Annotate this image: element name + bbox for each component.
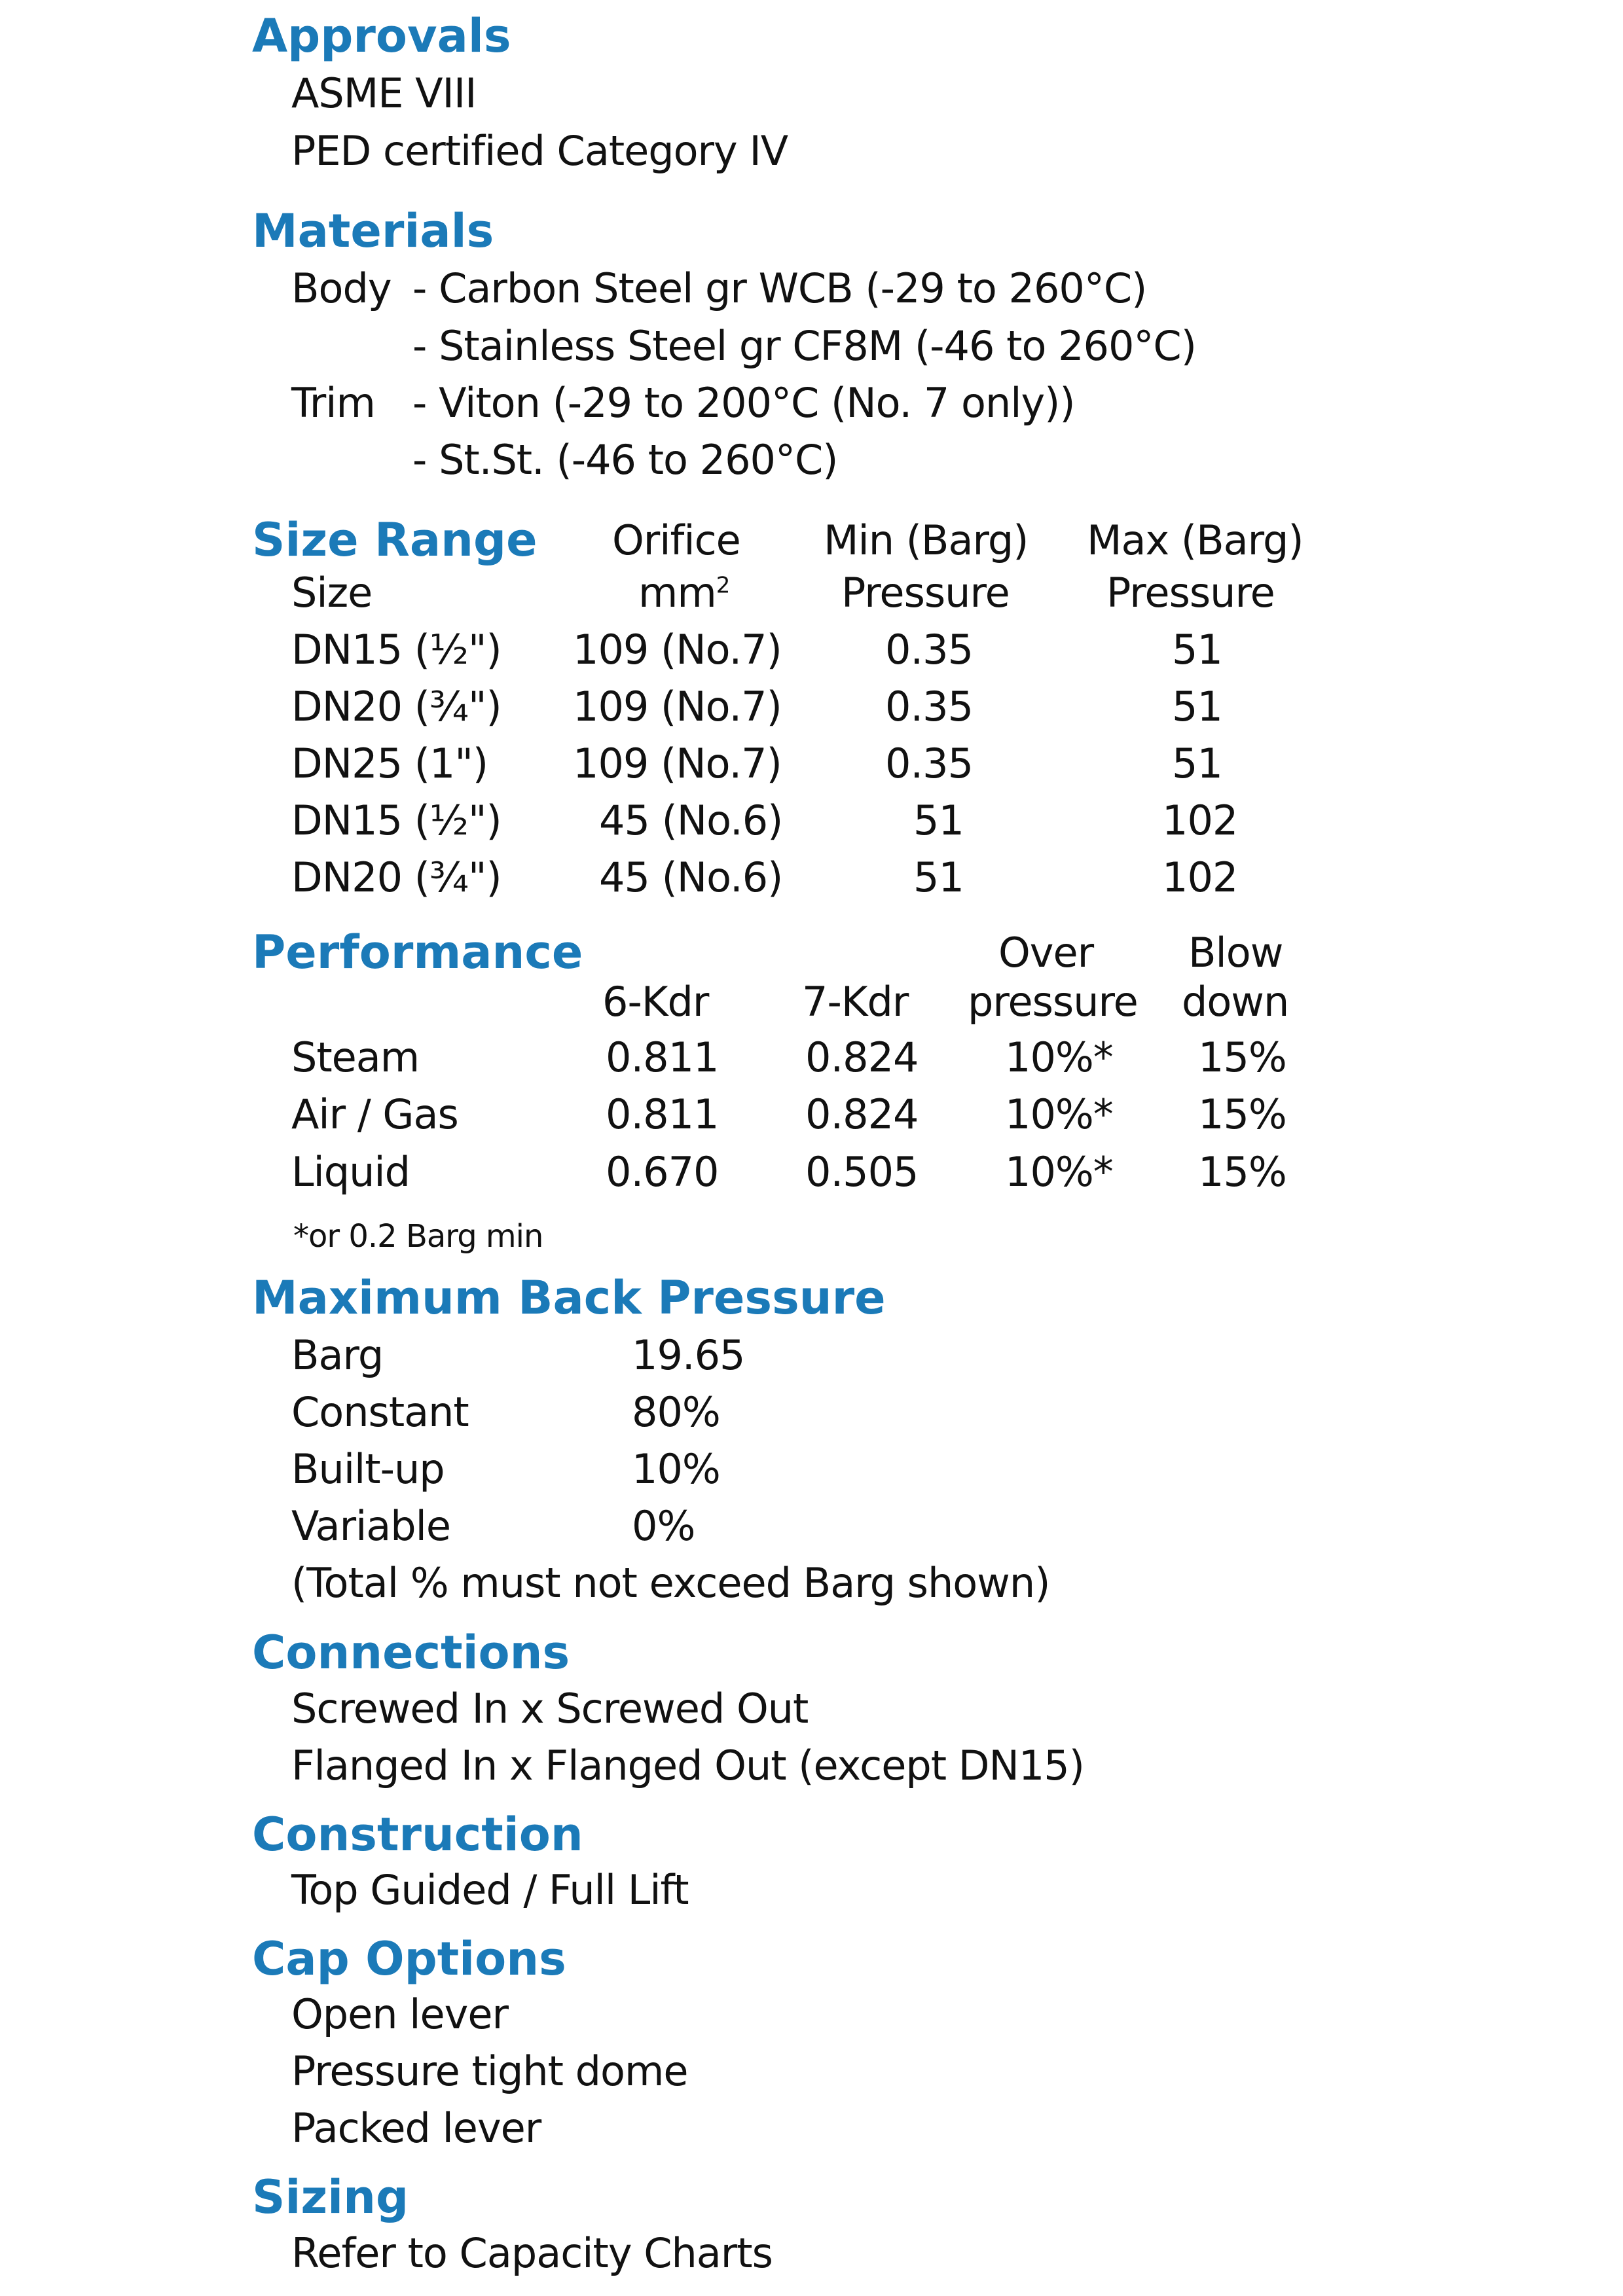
max-pressure-cell: 102	[1162, 853, 1238, 901]
materials-trim-item: - St.St. (-46 to 260°C)	[412, 436, 838, 484]
medium-cell: Liquid	[291, 1148, 410, 1196]
perf-col-overpressure: pressure	[968, 978, 1138, 1026]
orifice-cell: 45 (No.6)	[599, 797, 783, 844]
size-col-orifice-unit: $mm^2$	[638, 569, 730, 617]
blowdown-cell: 15%	[1198, 1033, 1286, 1081]
perf-col-blowdown: down	[1182, 978, 1289, 1026]
orifice-cell: 109 (No.7)	[573, 683, 782, 730]
sizing-item: Refer to Capacity Charts	[291, 2229, 773, 2277]
back-pressure-note: (Total % must not exceed Barg shown)	[291, 1559, 1050, 1607]
kdr7-cell: 0.505	[805, 1148, 919, 1196]
cap-option-item: Pressure tight dome	[291, 2047, 688, 2095]
performance-heading: Performance	[252, 925, 583, 979]
perf-col-over: Over	[998, 929, 1094, 977]
medium-cell: Air / Gas	[291, 1090, 458, 1138]
size-cell: DN15 (½")	[291, 626, 501, 673]
kdr6-cell: 0.811	[606, 1033, 719, 1081]
orifice-cell: 109 (No.7)	[573, 626, 782, 673]
construction-item: Top Guided / Full Lift	[291, 1866, 689, 1914]
perf-col-blow: Blow	[1188, 929, 1283, 977]
approvals-heading: Approvals	[252, 9, 511, 63]
back-pressure-value: 10%	[632, 1445, 720, 1493]
connections-heading: Connections	[252, 1626, 570, 1679]
back-pressure-value: 0%	[632, 1502, 695, 1550]
min-pressure-cell: 51	[913, 853, 964, 901]
overpressure-cell: 10%*	[1005, 1148, 1113, 1196]
back-pressure-label: Constant	[291, 1388, 469, 1436]
size-range-heading: Size Range	[252, 513, 538, 567]
connection-item: Flanged In x Flanged Out (except DN15)	[291, 1742, 1084, 1789]
kdr6-cell: 0.811	[606, 1090, 719, 1138]
materials-trim-label: Trim	[291, 379, 375, 427]
size-cell: DN25 (1")	[291, 740, 488, 787]
materials-body-label: Body	[291, 264, 392, 312]
medium-cell: Steam	[291, 1033, 420, 1081]
size-col-orifice: Orifice	[612, 516, 740, 564]
overpressure-cell: 10%*	[1005, 1033, 1113, 1081]
approval-item: ASME VIII	[291, 69, 477, 117]
materials-heading: Materials	[252, 204, 494, 258]
cap-option-item: Open lever	[291, 1990, 508, 2038]
back-pressure-label: Variable	[291, 1502, 451, 1550]
perf-col-6kdr: 6-Kdr	[602, 978, 709, 1026]
size-col-size: Size	[291, 569, 373, 617]
performance-footnote: *or 0.2 Barg min	[293, 1218, 543, 1255]
min-pressure-cell: 51	[913, 797, 964, 844]
max-pressure-cell: 51	[1172, 740, 1222, 787]
overpressure-cell: 10%*	[1005, 1090, 1113, 1138]
kdr7-cell: 0.824	[805, 1090, 919, 1138]
size-col-min: Min (Barg)	[824, 516, 1029, 564]
size-col-min-unit: Pressure	[841, 569, 1010, 617]
min-pressure-cell: 0.35	[885, 626, 974, 673]
orifice-cell: 45 (No.6)	[599, 853, 783, 901]
approval-item: PED certified Category IV	[291, 127, 788, 175]
sizing-heading: Sizing	[252, 2170, 409, 2224]
size-cell: DN20 (¾")	[291, 683, 501, 730]
max-pressure-cell: 102	[1162, 797, 1238, 844]
max-pressure-cell: 51	[1172, 683, 1222, 730]
connection-item: Screwed In x Screwed Out	[291, 1685, 809, 1732]
back-pressure-label: Barg	[291, 1331, 384, 1379]
materials-body-item: - Stainless Steel gr CF8M (-46 to 260°C)	[412, 322, 1196, 370]
size-cell: DN15 (½")	[291, 797, 501, 844]
construction-heading: Construction	[252, 1808, 583, 1861]
materials-trim-item: - Viton (-29 to 200°C (No. 7 only))	[412, 379, 1075, 427]
orifice-cell: 109 (No.7)	[573, 740, 782, 787]
cap-option-item: Packed lever	[291, 2104, 541, 2152]
size-col-max-unit: Pressure	[1106, 569, 1275, 617]
back-pressure-value: 19.65	[632, 1331, 745, 1379]
materials-body-item: - Carbon Steel gr WCB (-29 to 260°C)	[412, 264, 1147, 312]
back-pressure-label: Built-up	[291, 1445, 445, 1493]
perf-col-7kdr: 7-Kdr	[802, 978, 909, 1026]
min-pressure-cell: 0.35	[885, 683, 974, 730]
kdr7-cell: 0.824	[805, 1033, 919, 1081]
back-pressure-heading: Maximum Back Pressure	[252, 1271, 886, 1325]
max-pressure-cell: 51	[1172, 626, 1222, 673]
cap-options-heading: Cap Options	[252, 1932, 566, 1986]
size-col-max: Max (Barg)	[1087, 516, 1304, 564]
blowdown-cell: 15%	[1198, 1148, 1286, 1196]
kdr6-cell: 0.670	[606, 1148, 719, 1196]
blowdown-cell: 15%	[1198, 1090, 1286, 1138]
size-cell: DN20 (¾")	[291, 853, 501, 901]
min-pressure-cell: 0.35	[885, 740, 974, 787]
back-pressure-value: 80%	[632, 1388, 720, 1436]
